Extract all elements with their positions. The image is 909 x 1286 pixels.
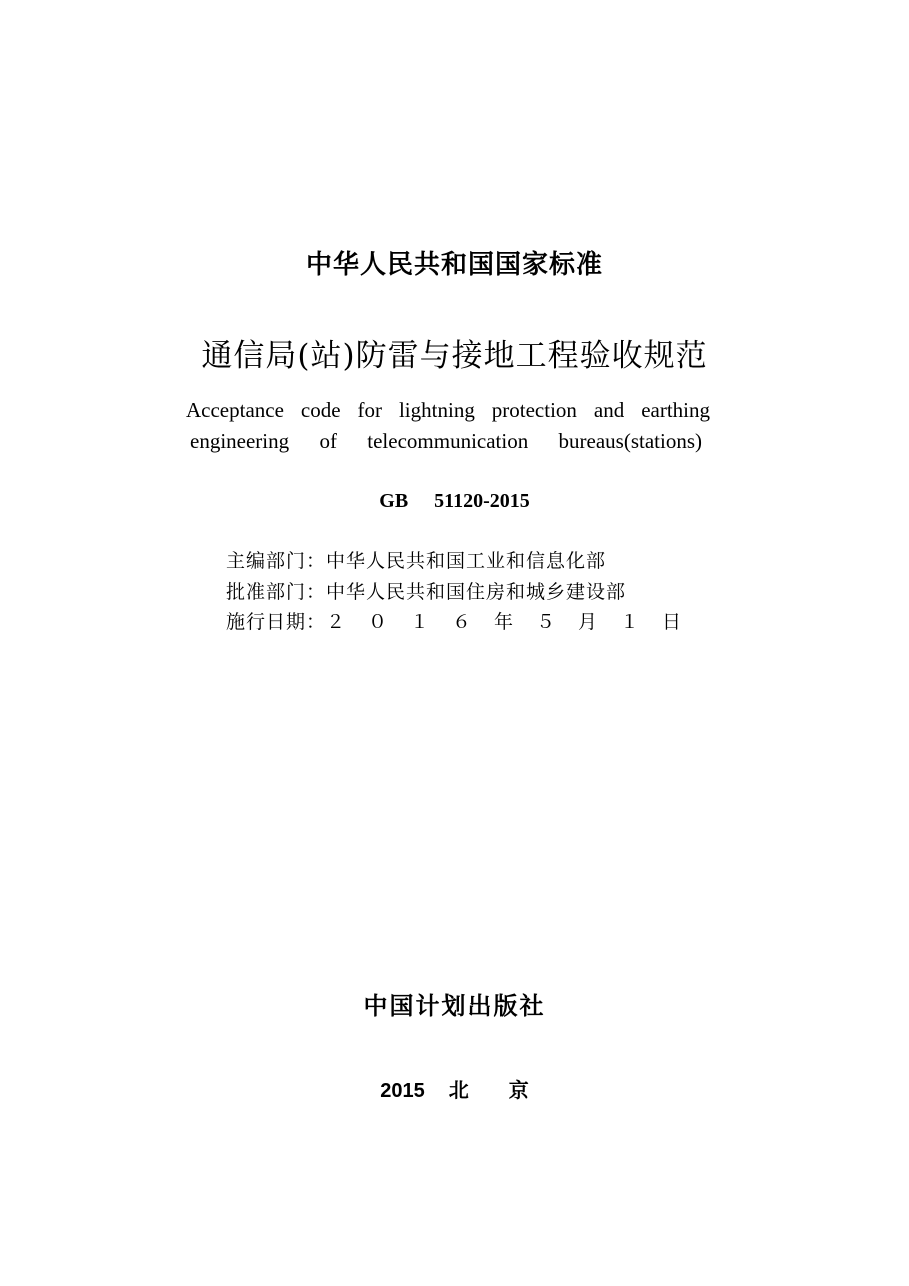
standard-code-number: 51120-2015 — [434, 490, 530, 512]
standard-code — [0, 490, 909, 513]
imprint-year: 2015 — [380, 1080, 425, 1102]
chief-department-value: 中华人民共和国工业和信息化部 — [326, 550, 607, 572]
standard-code-prefix: GB — [379, 490, 409, 512]
approval-department-row — [226, 577, 626, 604]
imprint-city-char-2: 京 — [508, 1078, 529, 1102]
chief-department-label: 主编部门： — [226, 550, 327, 572]
imprint-city-char-1: 北 — [448, 1078, 469, 1102]
approval-department-label: 批准部门： — [226, 581, 327, 603]
approval-department-value: 中华人民共和国住房和城乡建设部 — [326, 581, 627, 603]
english-title-line-2: engineering of telecommunication bureaus(stations) — [190, 429, 702, 453]
imprint-line — [0, 1074, 909, 1103]
effective-date-value: ２ ０ １ ６ 年 ５ 月 １ 日 — [326, 611, 683, 633]
standard-type-heading: 中华人民共和国国家标准 — [305, 250, 603, 280]
chinese-title: 通信局(站)防雷与接地工程验收规范 — [201, 338, 708, 374]
chief-department-row — [226, 546, 606, 573]
english-title-line-1: Acceptance code for lightning protection and earthing — [186, 398, 710, 422]
effective-date-label: 施行日期： — [226, 611, 327, 633]
publisher-name: 中国计划出版社 — [363, 991, 546, 1020]
effective-date-row — [226, 607, 682, 634]
